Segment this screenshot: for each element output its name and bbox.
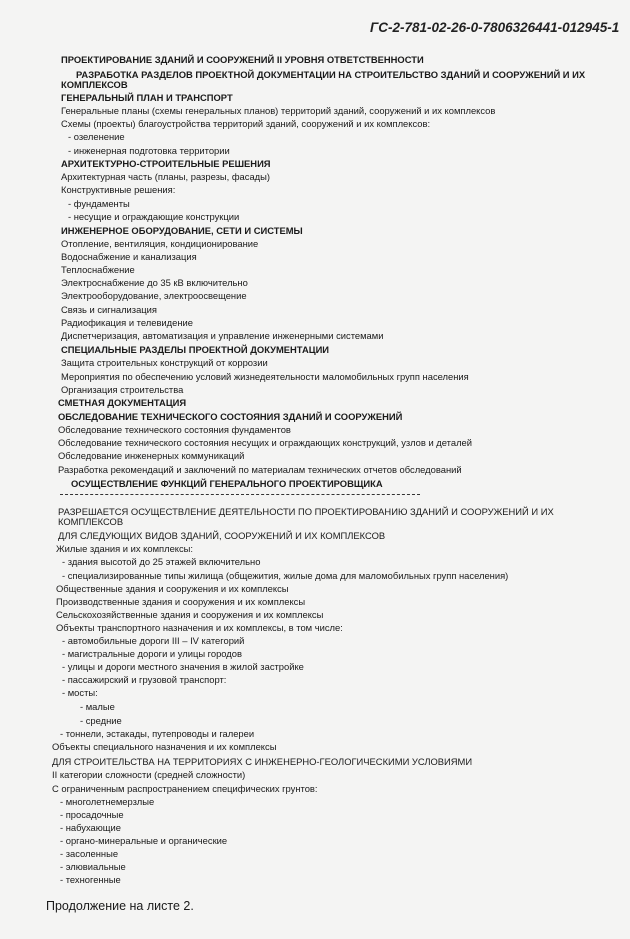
text-line: Конструктивные решения: (61, 184, 176, 195)
text-line: Электрооборудование, электроосвещение (61, 290, 247, 301)
text-line: Генеральные планы (схемы генеральных планов) территорий зданий, сооружений и их комплексов (61, 105, 496, 116)
list-item: - малые (80, 701, 115, 712)
list-item: - улицы и дороги местного значения в жилой застройке (62, 661, 304, 672)
section-heading: ОБСЛЕДОВАНИЕ ТЕХНИЧЕСКОГО СОСТОЯНИЯ ЗДАНИЙ И СООРУЖЕНИЙ (58, 411, 403, 422)
text-line: Диспетчеризация, автоматизация и управление инженерными системами (61, 330, 384, 341)
list-item: - здания высотой до 25 этажей включительно (62, 556, 261, 567)
text-line: Объекты специального назначения и их комплексы (52, 741, 277, 752)
text-line: Жилые здания и их комплексы: (56, 543, 194, 554)
list-item: - мосты: (62, 687, 98, 698)
text-line: Связь и сигнализация (61, 304, 157, 315)
text-line: Организация строительства (61, 384, 184, 395)
text-line: Объекты транспортного назначения и их комплексы, в том числе: (56, 622, 343, 633)
section-heading: ИНЖЕНЕРНОЕ ОБОРУДОВАНИЕ, СЕТИ И СИСТЕМЫ (61, 225, 303, 236)
list-item: - техногенные (60, 874, 121, 885)
section-heading: СПЕЦИАЛЬНЫЕ РАЗДЕЛЫ ПРОЕКТНОЙ ДОКУМЕНТАЦИИ (61, 344, 330, 355)
list-item: - магистральные дороги и улицы городов (62, 648, 242, 659)
text-line: Общественные здания и сооружения и их комплексы (56, 583, 289, 594)
list-item: - просадочные (60, 809, 124, 820)
heading-line: ПРОЕКТИРОВАНИЕ ЗДАНИЙ И СООРУЖЕНИЙ II УРОВНЯ ОТВЕТСТВЕННОСТИ (61, 54, 424, 65)
list-item: - многолетнемерзлые (60, 796, 155, 807)
section-heading: СМЕТНАЯ ДОКУМЕНТАЦИЯ (58, 397, 187, 408)
text-line: II категории сложности (средней сложности) (52, 769, 246, 780)
list-item: - набухающие (60, 822, 121, 833)
section-heading: ОСУЩЕСТВЛЕНИЕ ФУНКЦИЙ ГЕНЕРАЛЬНОГО ПРОЕКТИРОВЩИКА (71, 478, 383, 489)
text-line: ДЛЯ СЛЕДУЮЩИХ ВИДОВ ЗДАНИЙ, СООРУЖЕНИЙ И ИХ КОМПЛЕКСОВ (58, 530, 386, 541)
list-item: - несущие и ограждающие конструкции (68, 211, 240, 222)
text-line: Электроснабжение до 35 кВ включительно (61, 277, 248, 288)
list-item: - специализированные типы жилища (общежития, жилые дома для маломобильных групп населения) (62, 570, 509, 581)
text-line: Производственные здания и сооружения и их комплексы (56, 596, 306, 607)
list-item: - фундаменты (68, 198, 130, 209)
list-item: - средние (80, 715, 122, 726)
text-line: Сельскохозяйственные здания и сооружения и их комплексы (56, 609, 324, 620)
text-line: Схемы (проекты) благоустройства территорий зданий, сооружений и их комплексов: (61, 118, 431, 129)
list-item: - засоленные (60, 848, 119, 859)
text-line: Обследование инженерных коммуникаций (58, 450, 245, 461)
text-line: С ограниченным распространением специфических грунтов: (52, 783, 318, 794)
separator-line (60, 494, 420, 495)
list-item: - органо-минеральные и органические (60, 835, 228, 846)
text-line: Мероприятия по обеспечению условий жизнедеятельности маломобильных групп населения (61, 371, 469, 382)
list-item: - озеленение (68, 131, 125, 142)
text-line: РАЗРЕШАЕТСЯ ОСУЩЕСТВЛЕНИЕ ДЕЯТЕЛЬНОСТИ ПО ПРОЕКТИРОВАНИЮ ЗДАНИЙ И СООРУЖЕНИЙ И ИХ (58, 506, 554, 517)
list-item: - элювиальные (60, 861, 126, 872)
text-line: КОМПЛЕКСОВ (58, 516, 124, 527)
heading-line: РАЗРАБОТКА РАЗДЕЛОВ ПРОЕКТНОЙ ДОКУМЕНТАЦИИ НА СТРОИТЕЛЬСТВО ЗДАНИЙ И СООРУЖЕНИЙ И ИХ (76, 69, 586, 80)
section-heading: ГЕНЕРАЛЬНЫЙ ПЛАН И ТРАНСПОРТ (61, 92, 233, 103)
list-item: - пассажирский и грузовой транспорт: (62, 674, 227, 685)
continuation-note: Продолжение на листе 2. (46, 899, 194, 913)
text-line: Отопление, вентиляция, кондиционирование (61, 238, 259, 249)
list-item: - автомобильные дороги III – IV категорий (62, 635, 245, 646)
text-line: Архитектурная часть (планы, разрезы, фасады) (61, 171, 270, 182)
text-line: Обследование технического состояния несущих и ограждающих конструкций, узлов и деталей (58, 437, 472, 448)
heading-line: КОМПЛЕКСОВ (61, 79, 128, 90)
section-heading: АРХИТЕКТУРНО-СТРОИТЕЛЬНЫЕ РЕШЕНИЯ (61, 158, 271, 169)
text-line: Защита строительных конструкций от коррозии (61, 357, 268, 368)
list-item: - тоннели, эстакады, путепроводы и галереи (60, 728, 255, 739)
document-number: ГС-2-781-02-26-0-7806326441-012945-1 (370, 20, 620, 35)
text-line: Разработка рекомендаций и заключений по материалам технических отчетов обследований (58, 464, 462, 475)
text-line: ДЛЯ СТРОИТЕЛЬСТВА НА ТЕРРИТОРИЯХ С ИНЖЕНЕРНО-ГЕОЛОГИЧЕСКИМИ УСЛОВИЯМИ (52, 756, 473, 767)
text-line: Водоснабжение и канализация (61, 251, 197, 262)
text-line: Обследование технического состояния фундаментов (58, 424, 291, 435)
list-item: - инженерная подготовка территории (68, 145, 230, 156)
text-line: Теплоснабжение (61, 264, 135, 275)
text-line: Радиофикация и телевидение (61, 317, 193, 328)
